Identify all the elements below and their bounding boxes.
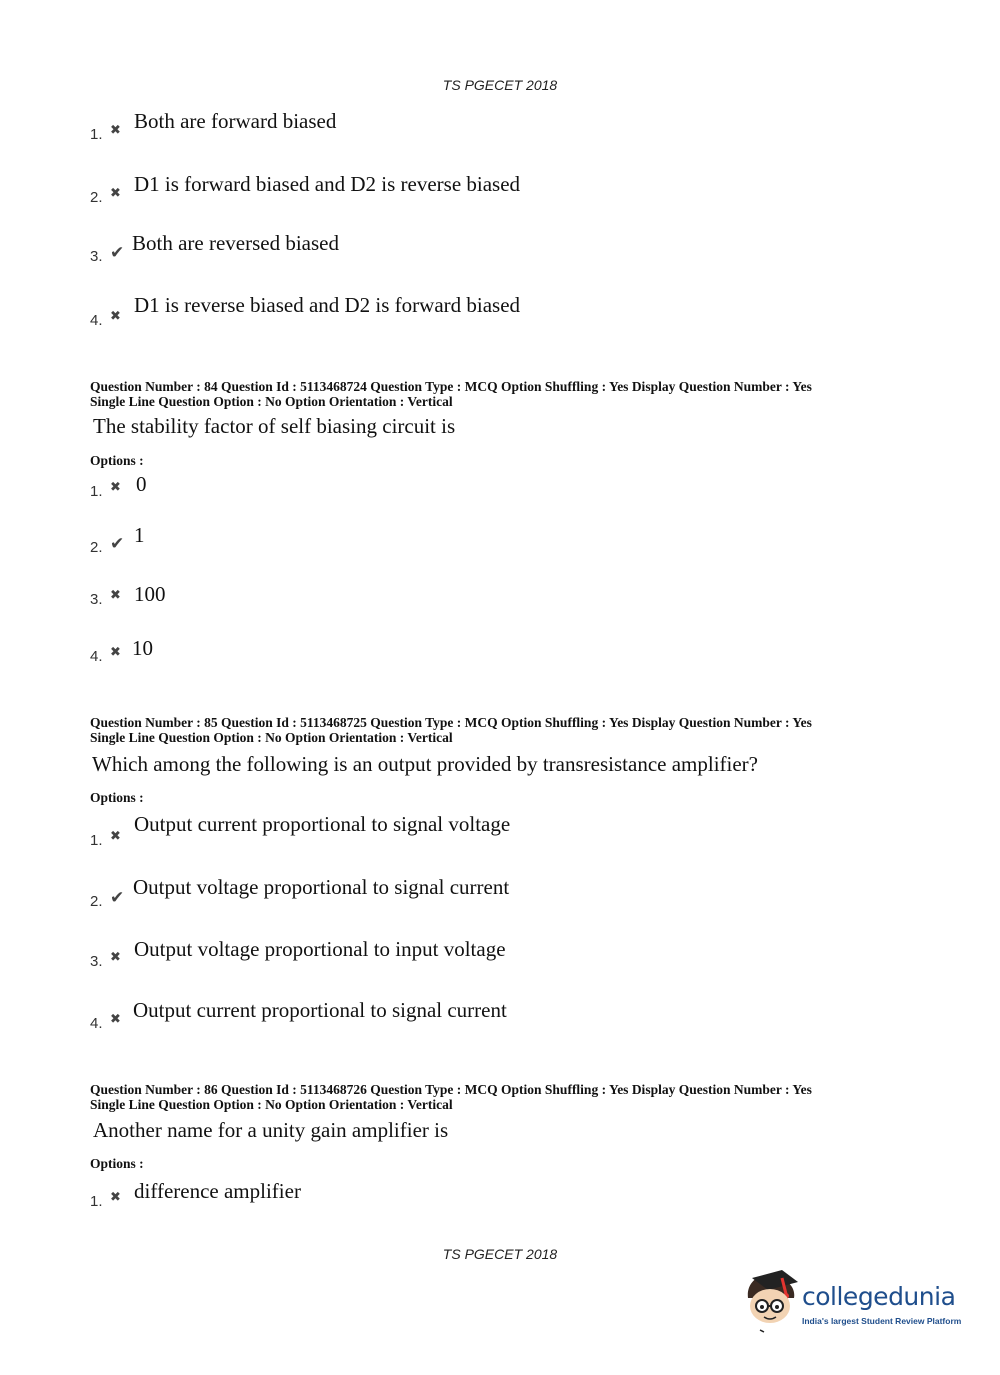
option-number: 4. [90, 1015, 103, 1032]
option-number: 3. [90, 953, 103, 970]
option-text: Both are reversed biased [132, 231, 339, 255]
page-footer: TS PGECET 2018 [442, 1246, 558, 1262]
page-header: TS PGECET 2018 [442, 77, 558, 93]
option-text: 0 [136, 472, 147, 496]
option-text: Both are forward biased [134, 109, 337, 133]
question-meta: Question Number : 84 Question Id : 5113468724 Question Type : MCQ Option Shuffling : Yes Display Question Number : Yes [90, 379, 812, 394]
option-number: 3. [90, 248, 103, 265]
collegedunia-logo [742, 1268, 967, 1338]
cross-icon: ✖ [110, 829, 121, 844]
cross-icon: ✖ [110, 480, 121, 495]
logo-tagline: India's largest Student Review Platform [802, 1316, 962, 1326]
cross-icon: ✖ [110, 309, 121, 324]
cross-icon: ✖ [110, 645, 121, 660]
option-text: Output current proportional to signal voltage [134, 812, 511, 836]
cross-icon: ✖ [110, 123, 121, 138]
option-number: 1. [90, 1193, 103, 1210]
question-meta: Single Line Question Option : No Option Orientation : Vertical [90, 730, 453, 745]
question-meta: Question Number : 85 Question Id : 5113468725 Question Type : MCQ Option Shuffling : Yes Display Question Number : Yes [90, 715, 812, 730]
options-label: Options : [90, 790, 144, 805]
option-text: D1 is forward biased and D2 is reverse biased [134, 172, 521, 196]
option-number: 1. [90, 126, 103, 143]
option-number: 1. [90, 832, 103, 849]
option-text: 1 [134, 523, 145, 547]
check-icon: ✔ [110, 534, 125, 554]
option-number: 4. [90, 312, 103, 329]
option-text: 100 [134, 582, 166, 606]
options-label: Options : [90, 453, 144, 468]
option-number: 3. [90, 591, 103, 608]
question-text: Another name for a unity gain amplifier is [93, 1118, 449, 1142]
option-text: 10 [132, 636, 153, 660]
question-text: Which among the following is an output provided by transresistance amplifier? [92, 752, 758, 776]
cross-icon: ✖ [110, 1190, 121, 1205]
option-text: Output voltage proportional to signal current [133, 875, 510, 899]
cross-icon: ✖ [110, 186, 121, 201]
check-icon: ✔ [110, 888, 125, 908]
option-text: difference amplifier [134, 1179, 301, 1203]
option-number: 1. [90, 483, 103, 500]
option-number: 4. [90, 648, 103, 665]
option-text: D1 is reverse biased and D2 is forward biased [134, 293, 521, 317]
option-number: 2. [90, 893, 103, 910]
cross-icon: ✖ [110, 1012, 121, 1027]
logo-text: collegedunia [802, 1282, 956, 1311]
check-icon: ✔ [110, 243, 125, 263]
options-label: Options : [90, 1156, 144, 1171]
option-number: 2. [90, 189, 103, 206]
cross-icon: ✖ [110, 588, 121, 603]
option-text: Output current proportional to signal current [133, 998, 507, 1022]
question-meta: Single Line Question Option : No Option Orientation : Vertical [90, 394, 453, 409]
option-number: 2. [90, 539, 103, 556]
question-meta: Single Line Question Option : No Option Orientation : Vertical [90, 1097, 453, 1112]
question-text: The stability factor of self biasing circuit is [93, 414, 456, 438]
option-text: Output voltage proportional to input voltage [134, 937, 506, 961]
mascot-icon [742, 1268, 802, 1338]
question-meta: Question Number : 86 Question Id : 5113468726 Question Type : MCQ Option Shuffling : Yes Display Question Number : Yes [90, 1082, 812, 1097]
cross-icon: ✖ [110, 950, 121, 965]
